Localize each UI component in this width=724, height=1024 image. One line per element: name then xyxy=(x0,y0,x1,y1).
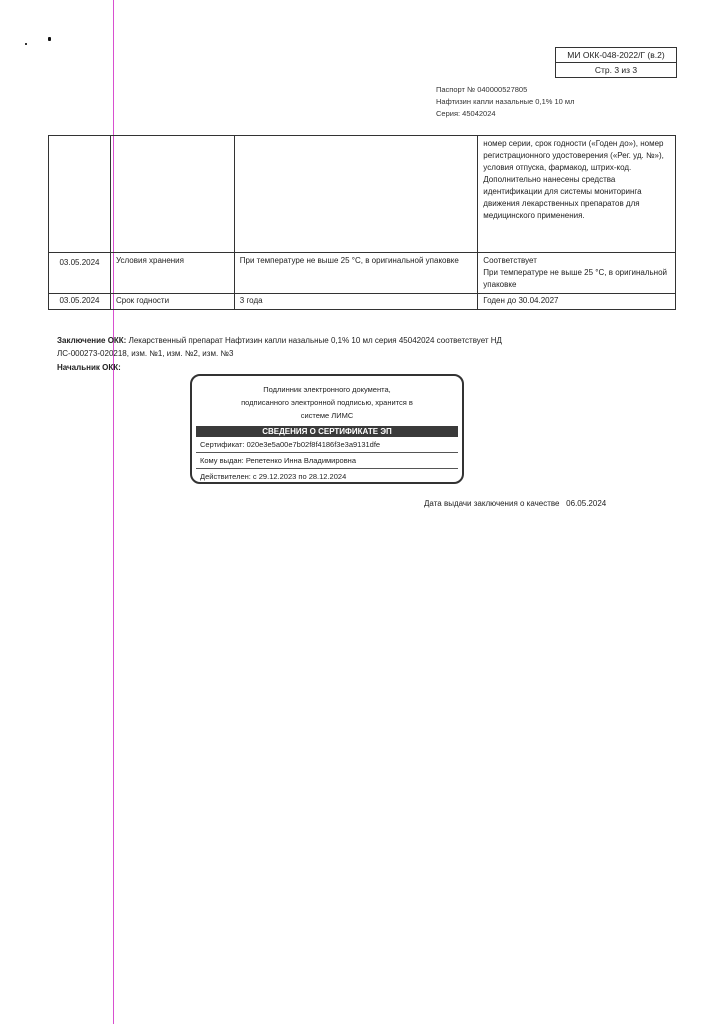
table-cell-norm xyxy=(234,136,478,253)
stamp-header: СВЕДЕНИЯ О СЕРТИФИКАТЕ ЭП xyxy=(196,426,458,437)
table-cell-date: 03.05.2024 xyxy=(49,294,111,310)
table-cell-name: Условия хранения xyxy=(110,253,234,294)
series-number: Серия: 45042024 xyxy=(436,109,496,118)
result-status: Соответствует xyxy=(483,256,537,265)
document-code-box xyxy=(555,47,677,78)
document-code: МИ ОКК-048-2022/Г (в.2) xyxy=(567,50,665,60)
issue-date: Дата выдачи заключения о качестве 06.05.2024 xyxy=(424,499,607,508)
certificate-id: Сертификат: 020e3e5a00e7b02f8f4186f3e3a9131dfe xyxy=(196,437,458,453)
table-cell-result: номер серии, срок годности («Годен до»), номер регистрационного удостоверения («Рег. уд. №»), условия отпуска, фармакод, штрих-код. Дополнительно нанесены средства идентификации для системы мониторинга движения лекарственных препаратов для медицинского применения. xyxy=(478,136,676,253)
table-cell-norm: 3 года xyxy=(234,294,478,310)
scan-speck xyxy=(48,37,51,41)
table-row xyxy=(49,253,676,294)
stamp-notice-line: подписанного электронной подписью, хранится в xyxy=(241,398,413,407)
table-cell-result: Годен до 30.04.2027 xyxy=(478,294,676,310)
stamp-notice-line: системе ЛИМС xyxy=(300,411,354,420)
quality-table xyxy=(48,135,676,310)
product-name: Нафтизин капли назальные 0,1% 10 мл xyxy=(436,97,575,106)
table-cell-name: Срок годности xyxy=(110,294,234,310)
table-cell-name xyxy=(110,136,234,253)
table-cell-date xyxy=(49,136,111,253)
table-cell-norm: При температуре не выше 25 °С, в оригинальной упаковке xyxy=(234,253,478,294)
result-detail: При температуре не выше 25 °С, в оригинальной упаковке xyxy=(483,268,667,289)
e-signature-stamp xyxy=(190,374,464,484)
conclusion xyxy=(57,334,537,360)
certificate-owner: Кому выдан: Репетенко Инна Владимировна xyxy=(196,453,458,469)
passport-number: Паспорт № 040000527805 xyxy=(436,85,528,94)
table-cell-result xyxy=(478,253,676,294)
certificate-validity: Действителен: с 29.12.2023 по 28.12.2024 xyxy=(200,472,347,481)
page-number: Стр. 3 из 3 xyxy=(556,62,676,77)
passport-block xyxy=(436,84,574,120)
table-row xyxy=(49,136,676,253)
stamp-notice-line: Подлинник электронного документа, xyxy=(263,385,391,394)
table-row xyxy=(49,294,676,310)
scan-speck xyxy=(25,43,27,45)
stamp-notice xyxy=(192,383,462,422)
table-cell-date: 03.05.2024 xyxy=(49,253,111,294)
conclusion-label: Заключение ОКК: xyxy=(57,336,127,345)
chief-label: Начальник ОКК: xyxy=(57,363,121,372)
conclusion-text: Лекарственный препарат Нафтизин капли назальные 0,1% 10 мл серия 45042024 соответствует НД ЛС-000273-020218, изм. №1, изм. №2, изм. №3 xyxy=(57,336,502,358)
